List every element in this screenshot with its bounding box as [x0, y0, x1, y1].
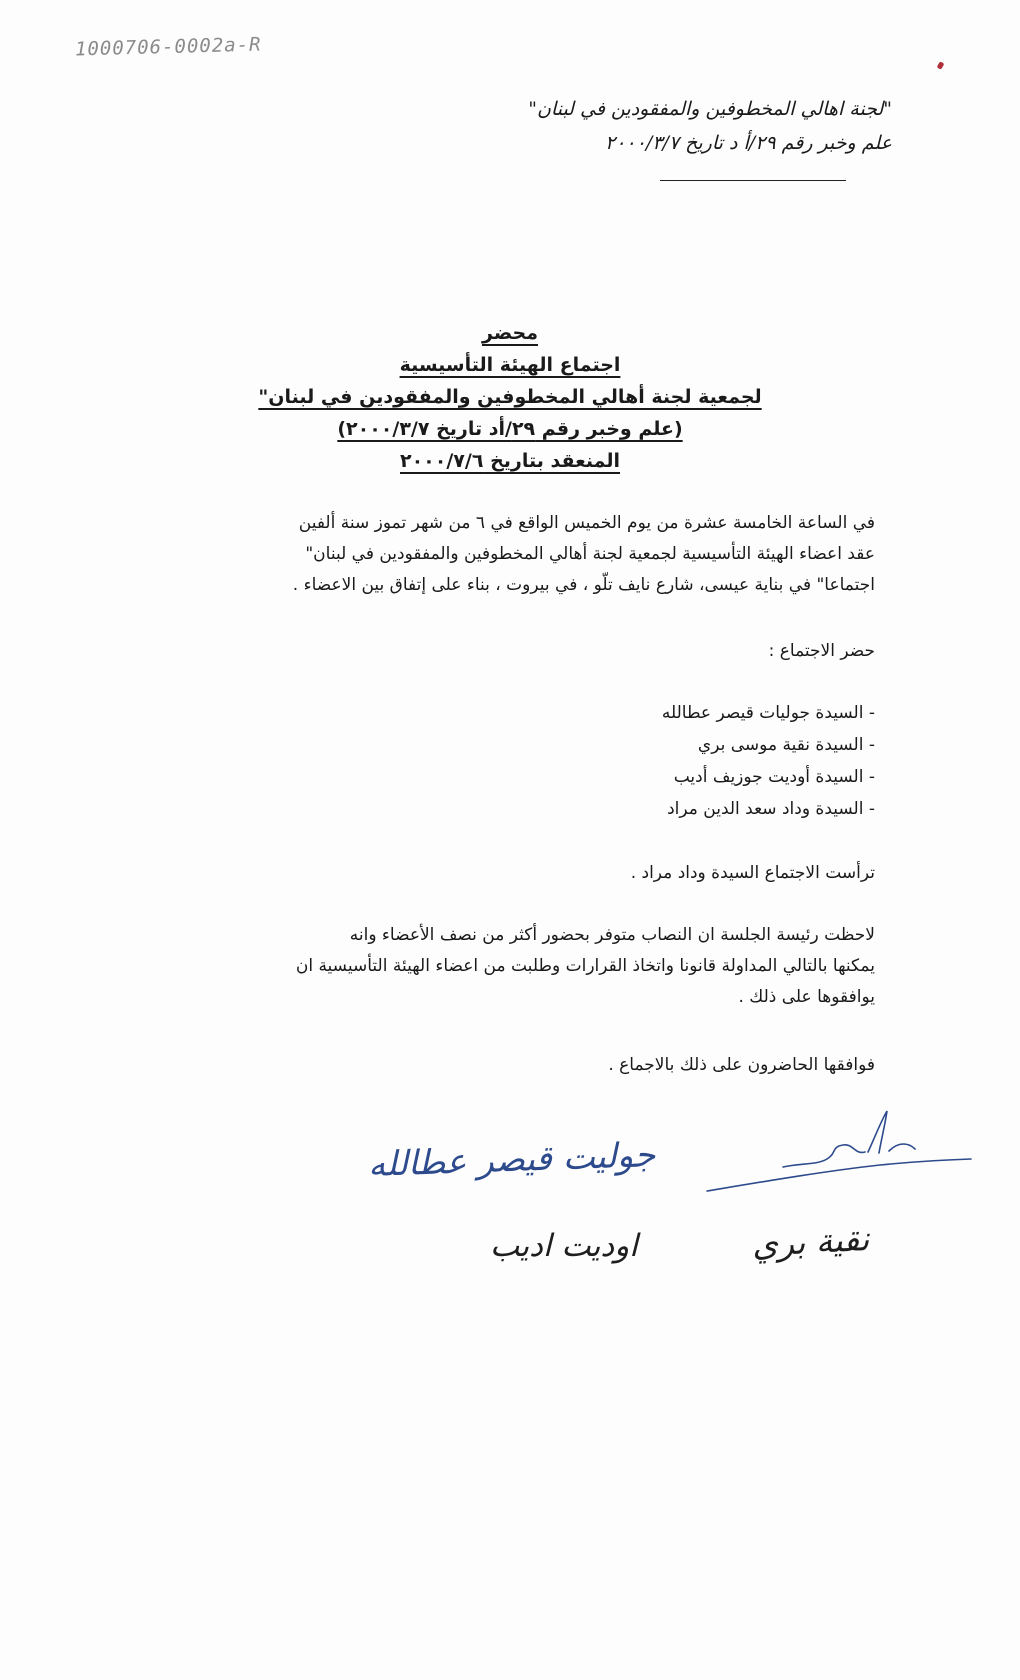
letterhead-registration: علم وخبر رقم ٢٩/أ د تاريخ ٢٠٠٠/٣/٧ [605, 132, 892, 154]
attendee-item: - السيدة جوليات قيصر عطالله [661, 703, 875, 723]
paragraph-line: يوافقوها على ذلك . [738, 987, 875, 1007]
signature-julliette-atallah: جوليت قيصر عطالله [367, 1134, 656, 1186]
signature-stroke [707, 1159, 971, 1191]
attendees-list [662, 697, 875, 825]
signature-stroke [783, 1145, 865, 1167]
letterhead [528, 92, 892, 160]
corner-ink-mark [937, 61, 945, 70]
paragraph-line: اجتماعا" في بناية عيسى، شارع نايف تلّو ، في بيروت ، بناء على إتفاق بين الاعضاء . [292, 575, 875, 595]
paragraph-line: يمكنها بالتالي المداولة قانونا واتخاذ القرارات وطلبت من اعضاء الهيئة التأسيسية ان [295, 956, 875, 976]
header-divider [660, 180, 846, 181]
signature-stroke [889, 1144, 915, 1151]
signature-naqiya-berri: نقية بري [751, 1218, 871, 1265]
document-title [230, 318, 790, 478]
attendees-heading: حضر الاجتماع : [768, 641, 875, 661]
attendee-item: - السيدة نقية موسى بري [697, 735, 875, 755]
signature-odette-adib: اوديت اديب [490, 1228, 638, 1264]
paragraph-line: لاحظت رئيسة الجلسة ان النصاب متوفر بحضور أكثر من نصف الأعضاء وانه [349, 925, 875, 945]
approval-statement: فوافقها الحاضرون على ذلك بالاجماع . [608, 1055, 875, 1075]
title-line-4: (علم وخبر رقم ٢٩/أد تاريخ ٢٠٠٠/٣/٧) [337, 418, 683, 440]
signature-stroke [868, 1111, 887, 1153]
reference-number: 1000706-0002a-R [74, 33, 262, 61]
attendee-item: - السيدة أوديت جوزيف أديب [673, 767, 875, 787]
chair-statement: ترأست الاجتماع السيدة وداد مراد . [630, 863, 875, 883]
opening-paragraph [115, 508, 875, 601]
signature-scribble [705, 1105, 975, 1197]
paragraph-line: في الساعة الخامسة عشرة من يوم الخميس الواقع في ٦ من شهر تموز سنة ألفين [298, 513, 875, 533]
title-line-3: لجمعية لجنة أهالي المخطوفين والمفقودين في لبنان" [258, 386, 762, 408]
attendee-item: - السيدة وداد سعد الدين مراد [667, 799, 875, 819]
title-line-2: اجتماع الهيئة التأسيسية [399, 354, 621, 376]
title-line-1: محضر [482, 322, 538, 344]
letterhead-committee-name: "لجنة اهالي المخطوفين والمفقودين في لبنان" [528, 98, 892, 120]
paragraph-line: عقد اعضاء الهيئة التأسيسية لجمعية لجنة أهالي المخطوفين والمفقودين في لبنان" [305, 544, 875, 564]
quorum-paragraph [85, 920, 875, 1013]
title-line-5: المنعقد بتاريخ ٢٠٠٠/٧/٦ [399, 450, 620, 472]
